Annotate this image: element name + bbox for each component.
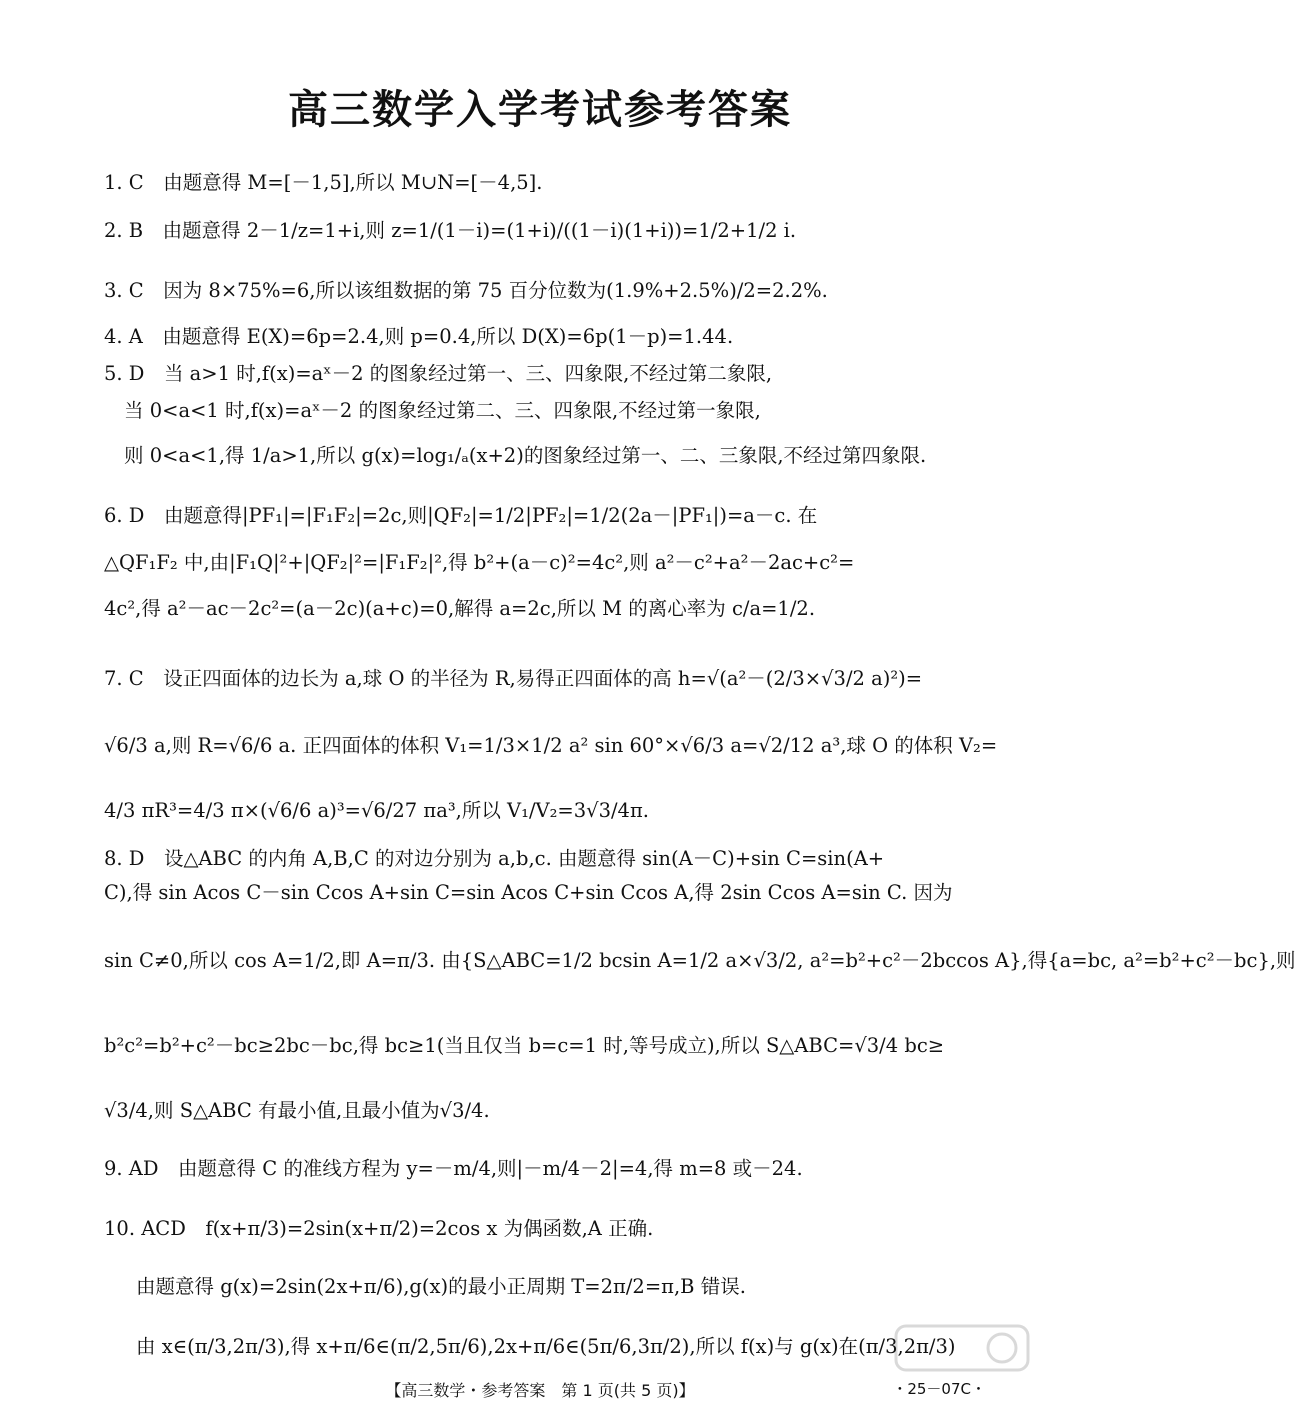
answer-line: 6. D 由题意得|PF₁|=|F₁F₂|=2c,则|QF₂|=1/2|PF₂|=1/2(2a－|PF₁|)=a－c. 在	[104, 504, 818, 527]
answer-line: 由 x∈(π/3,2π/3),得 x+π/6∈(π/2,5π/6),2x+π/6∈(5π/6,3π/2),所以 f(x)与 g(x)在(π/3,2π/3)	[136, 1335, 956, 1358]
answer-line: b²c²=b²+c²－bc≥2bc－bc,得 bc≥1(当且仅当 b=c=1 时,等号成立),所以 S△ABC=√3/4 bc≥	[104, 1034, 945, 1057]
answer-line: √6/3 a,则 R=√6/6 a. 正四面体的体积 V₁=1/3×1/2 a² sin 60°×√6/3 a=√2/12 a³,球 O 的体积 V₂=	[104, 734, 998, 757]
answer-line: 9. AD 由题意得 C 的准线方程为 y=－m/4,则|－m/4－2|=4,得 m=8 或－24.	[104, 1157, 803, 1180]
paper-code: ・25－07C・	[892, 1380, 986, 1398]
answer-line: 5. D 当 a>1 时,f(x)=aˣ－2 的图象经过第一、三、四象限,不经过第二象限,	[104, 362, 773, 385]
answer-line: 4/3 πR³=4/3 π×(√6/6 a)³=√6/27 πa³,所以 V₁/V₂=3√3/4π.	[104, 799, 649, 822]
answer-line: sin C≠0,所以 cos A=1/2,即 A=π/3. 由{S△ABC=1/2 bcsin A=1/2 a×√3/2, a²=b²+c²－2bccos A},得{a=bc, a²=b²+c²－bc},则	[104, 949, 1296, 972]
answer-line: 8. D 设△ABC 的内角 A,B,C 的对边分别为 a,b,c. 由题意得 sin(A－C)+sin C=sin(A+	[104, 847, 885, 870]
page-title: 高三数学入学考试参考答案	[288, 87, 792, 133]
answer-line: 当 0<a<1 时,f(x)=aˣ－2 的图象经过第二、三、四象限,不经过第一象限,	[124, 399, 761, 422]
answer-line: 4. A 由题意得 E(X)=6p=2.4,则 p=0.4,所以 D(X)=6p(1－p)=1.44.	[104, 325, 734, 348]
answer-line: C),得 sin Acos C－sin Ccos A+sin C=sin Acos C+sin Ccos A,得 2sin Ccos A=sin C. 因为	[104, 881, 953, 904]
page-footer: 【高三数学・参考答案 第 1 页(共 5 页)】	[385, 1381, 695, 1400]
answer-line: 由题意得 g(x)=2sin(2x+π/6),g(x)的最小正周期 T=2π/2=π,B 错误.	[136, 1275, 746, 1298]
answer-line: 则 0<a<1,得 1/a>1,所以 g(x)=log₁/ₐ(x+2)的图象经过第一、二、三象限,不经过第四象限.	[124, 444, 927, 467]
answer-line: 2. B 由题意得 2－1/z=1+i,则 z=1/(1－i)=(1+i)/((1－i)(1+i))=1/2+1/2 i.	[104, 219, 797, 242]
answer-line: 7. C 设正四面体的边长为 a,球 O 的半径为 R,易得正四面体的高 h=√(a²－(2/3×√3/2 a)²)=	[104, 667, 923, 690]
answer-line: △QF₁F₂ 中,由|F₁Q|²+|QF₂|²=|F₁F₂|²,得 b²+(a－c)²=4c²,则 a²－c²+a²－2ac+c²=	[104, 551, 855, 574]
answer-line: 3. C 因为 8×75%=6,所以该组数据的第 75 百分位数为(1.9%+2.5%)/2=2.2%.	[104, 279, 828, 302]
answer-line: 10. ACD f(x+π/3)=2sin(x+π/2)=2cos x 为偶函数,A 正确.	[104, 1217, 654, 1240]
answer-line: √3/4,则 S△ABC 有最小值,且最小值为√3/4.	[104, 1099, 490, 1122]
answer-line: 1. C 由题意得 M=[－1,5],所以 M∪N=[－4,5].	[104, 171, 543, 194]
answer-line: 4c²,得 a²－ac－2c²=(a－2c)(a+c)=0,解得 a=2c,所以 M 的离心率为 c/a=1/2.	[104, 597, 816, 620]
watermark-logo	[892, 1318, 1032, 1378]
